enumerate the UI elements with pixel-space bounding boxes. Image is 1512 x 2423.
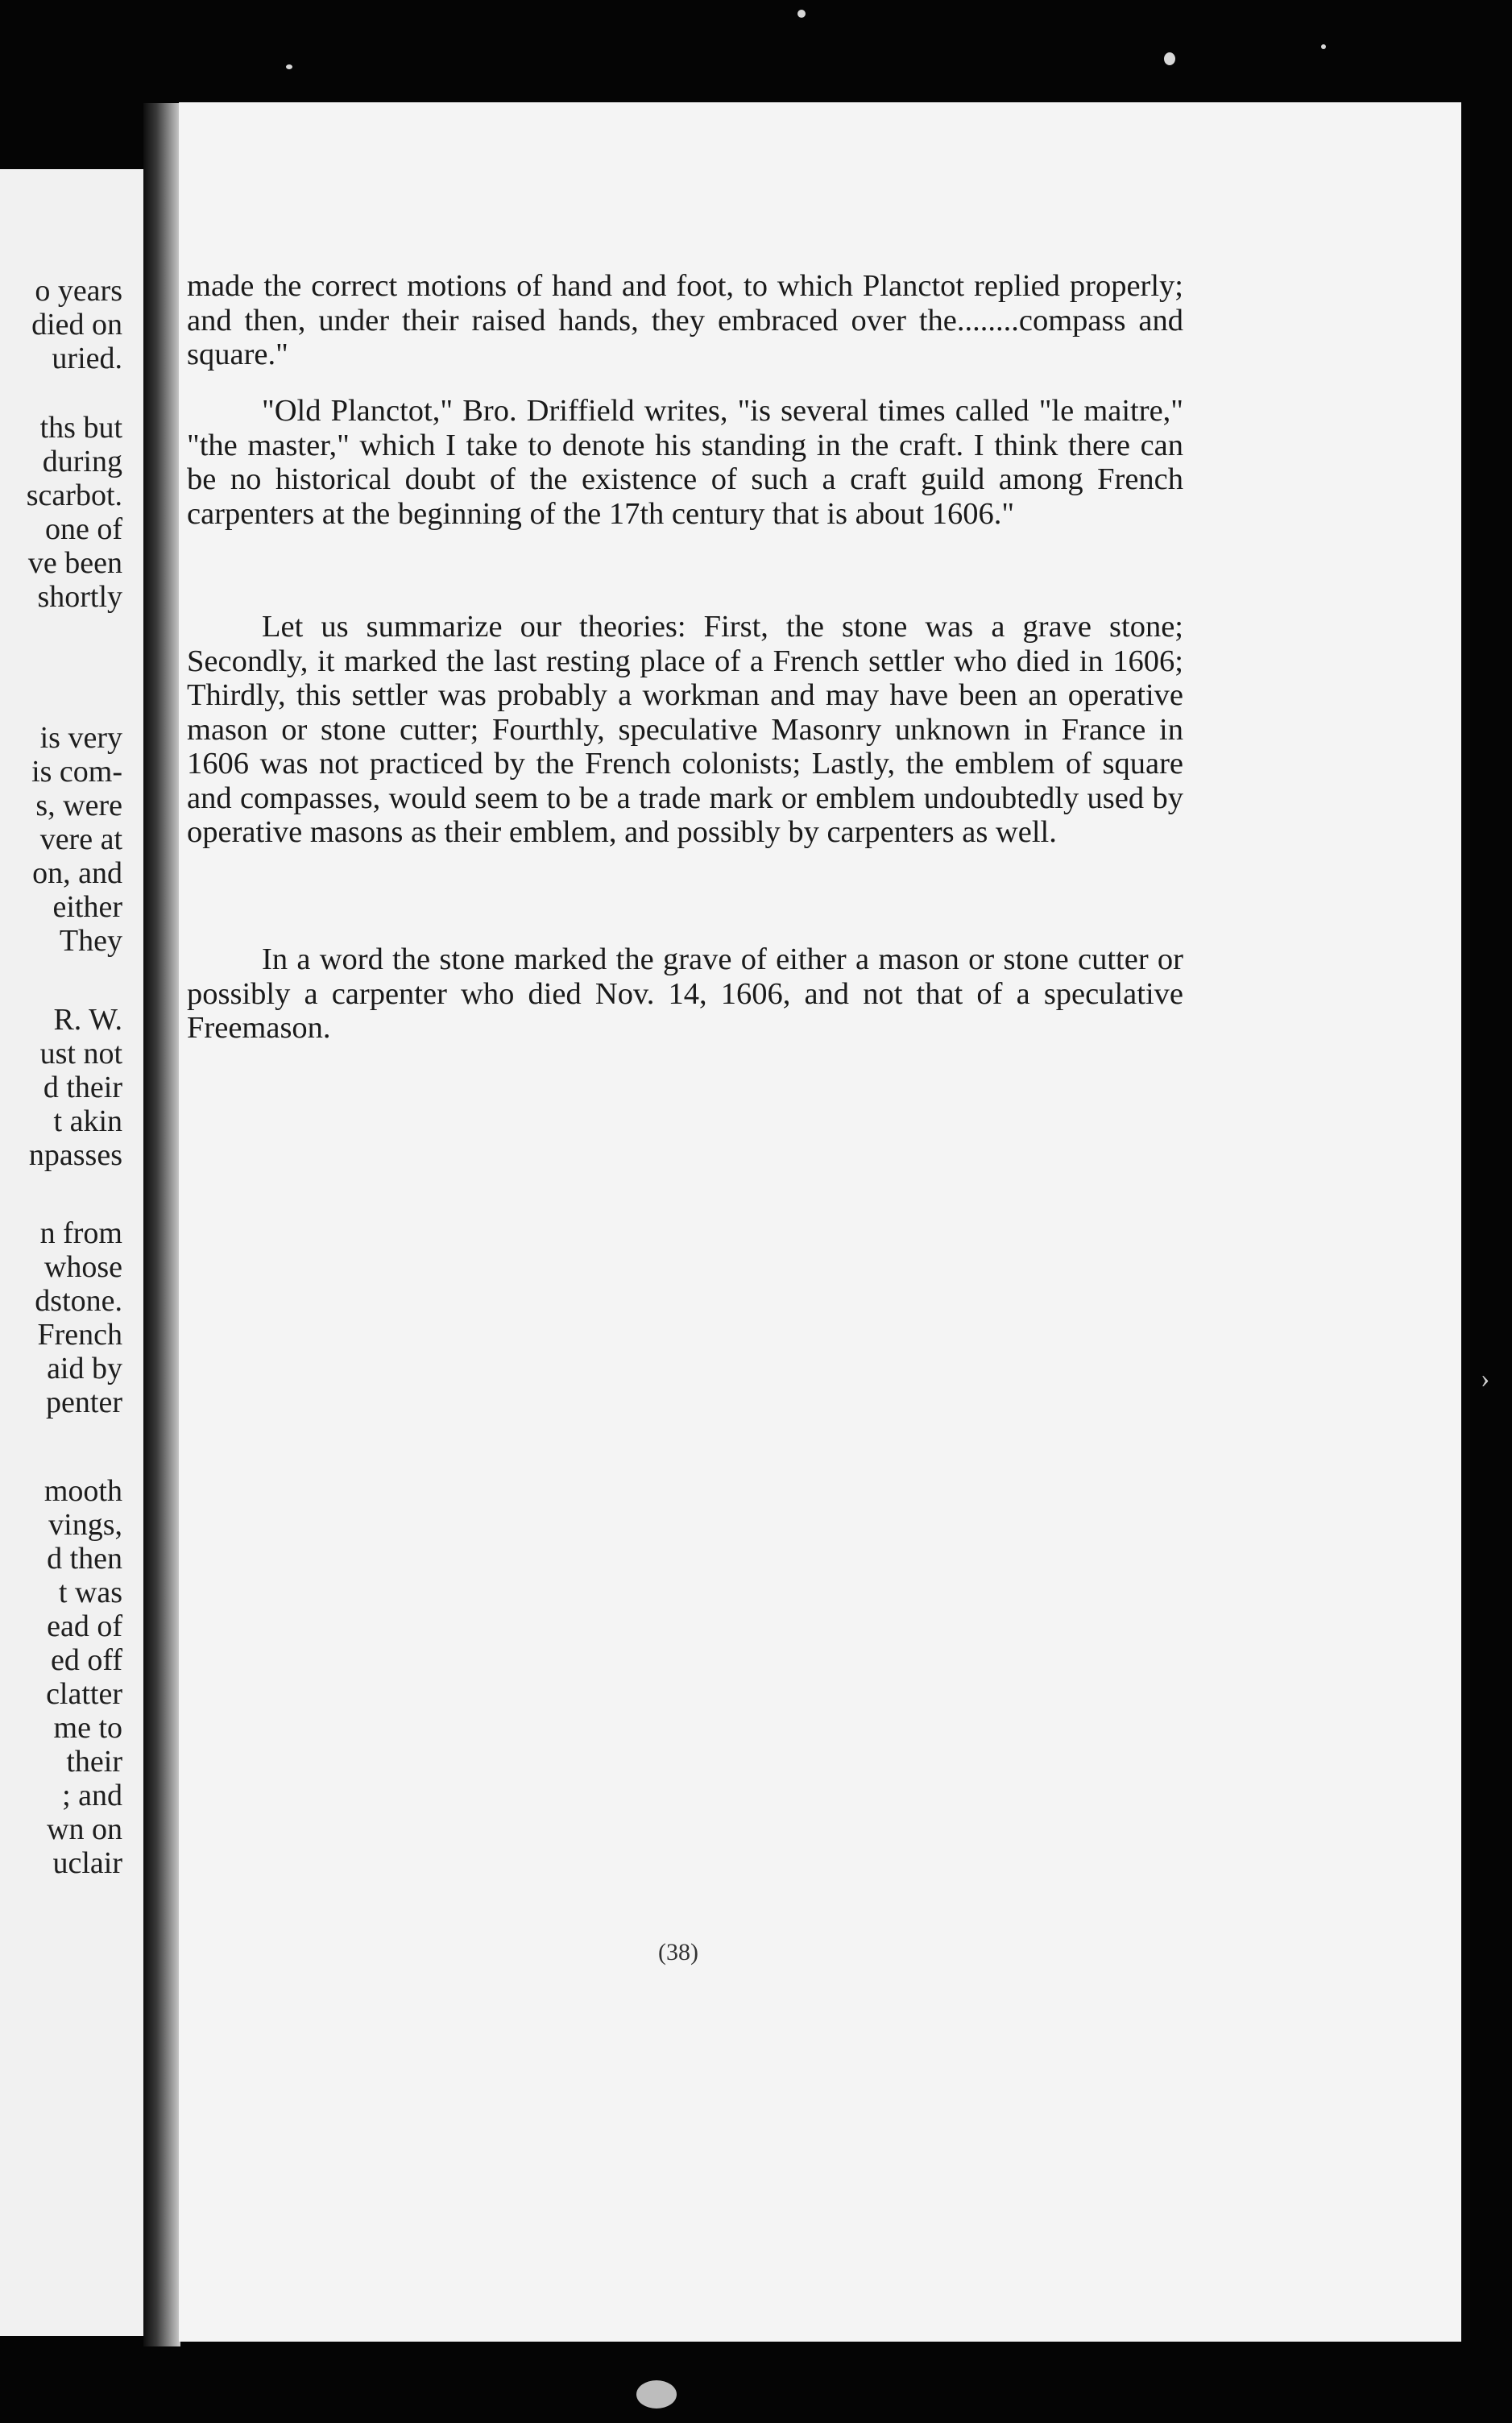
- right-page: [179, 102, 1461, 2342]
- left-page-line: ve been: [27, 546, 122, 580]
- edge-arrow-icon: ›: [1481, 1364, 1490, 1394]
- left-page-line: French: [37, 1318, 122, 1352]
- paragraph-3: Let us summarize our theories: First, the stone was a grave stone; Secondly, it marked the last resting place of a French settler who died in 1606; Thirdly, this settler was probably a workman and may have been an operative mason or stone cutter; Fourthly, speculative Masonry unknown in France in 1606 was not practiced by the French colonists; Lastly, the emblem of square and compasses, would seem to be a trade mark or emblem undoubtedly used by operative masons as their emblem, and possibly by carpenters as well.: [187, 610, 1183, 849]
- film-speck: [1164, 52, 1175, 65]
- left-page-line: shortly: [37, 580, 122, 614]
- left-page-line: either: [52, 890, 122, 924]
- left-page-line: their: [66, 1745, 122, 1779]
- left-page-line: d their: [43, 1071, 122, 1104]
- left-page-line: They: [59, 924, 122, 958]
- left-page-line: vere at: [39, 822, 122, 856]
- left-page-line: mooth: [43, 1474, 122, 1508]
- left-page-line: penter: [46, 1385, 122, 1419]
- left-page-line: t akin: [53, 1104, 122, 1138]
- paragraph-2: "Old Planctot," Bro. Driffield writes, "is several times called "le maitre," "the master," which I take to denote his standing in the craft. I think there can be no historical doubt of the existence of such a craft guild among French carpenters at the beginning of the 17th century that is about 1606.": [187, 394, 1183, 531]
- left-page-line: on, and: [32, 856, 122, 890]
- page-number: (38): [658, 1939, 698, 1965]
- left-page-line: during: [42, 445, 122, 478]
- left-page-line: ; and: [62, 1779, 122, 1812]
- paragraph-1: made the correct motions of hand and foot, to which Planctot replied properly; and then, under their raised hands, they embraced over the........compass and square.": [187, 269, 1183, 371]
- left-page-line: ust not: [39, 1037, 122, 1071]
- book-gutter: [143, 103, 180, 2346]
- film-speck: [797, 10, 806, 18]
- left-page-line: R. W.: [53, 1003, 122, 1037]
- left-page-line: whose: [43, 1250, 122, 1284]
- left-page-line: me to: [53, 1711, 122, 1745]
- left-page-line: npasses: [28, 1138, 122, 1172]
- left-page-line: is very: [39, 721, 122, 755]
- left-page-line: s, were: [35, 789, 122, 822]
- left-page-line: t was: [58, 1576, 122, 1609]
- left-page-line: ed off: [51, 1643, 122, 1677]
- left-page-line: d then: [47, 1542, 122, 1576]
- left-page-line: wn on: [47, 1812, 122, 1846]
- left-page-line: scarbot.: [26, 478, 122, 512]
- left-page-line: ths but: [39, 411, 122, 445]
- film-speck: [286, 64, 292, 69]
- film-speck: [1321, 44, 1326, 49]
- left-page-line: o years: [35, 274, 122, 308]
- left-page-line: vings,: [48, 1508, 122, 1542]
- left-page-line: clatter: [46, 1677, 122, 1711]
- left-page-line: uried.: [52, 342, 122, 375]
- left-page-line: aid by: [47, 1352, 122, 1385]
- left-page-line: uclair: [52, 1846, 122, 1880]
- left-page-line: died on: [31, 308, 122, 342]
- film-speck: [636, 2380, 677, 2409]
- paragraph-4: In a word the stone marked the grave of either a mason or stone cutter or possibly a carpenter who died Nov. 14, 1606, and not that of a speculative Freemason.: [187, 942, 1183, 1045]
- left-page-line: one of: [44, 512, 122, 546]
- left-page-fragment: [0, 169, 161, 2336]
- left-page-line: n from: [39, 1216, 122, 1250]
- left-page-line: ead of: [47, 1609, 122, 1643]
- left-page-line: dstone.: [35, 1284, 122, 1318]
- left-page-line: is com-: [31, 755, 122, 789]
